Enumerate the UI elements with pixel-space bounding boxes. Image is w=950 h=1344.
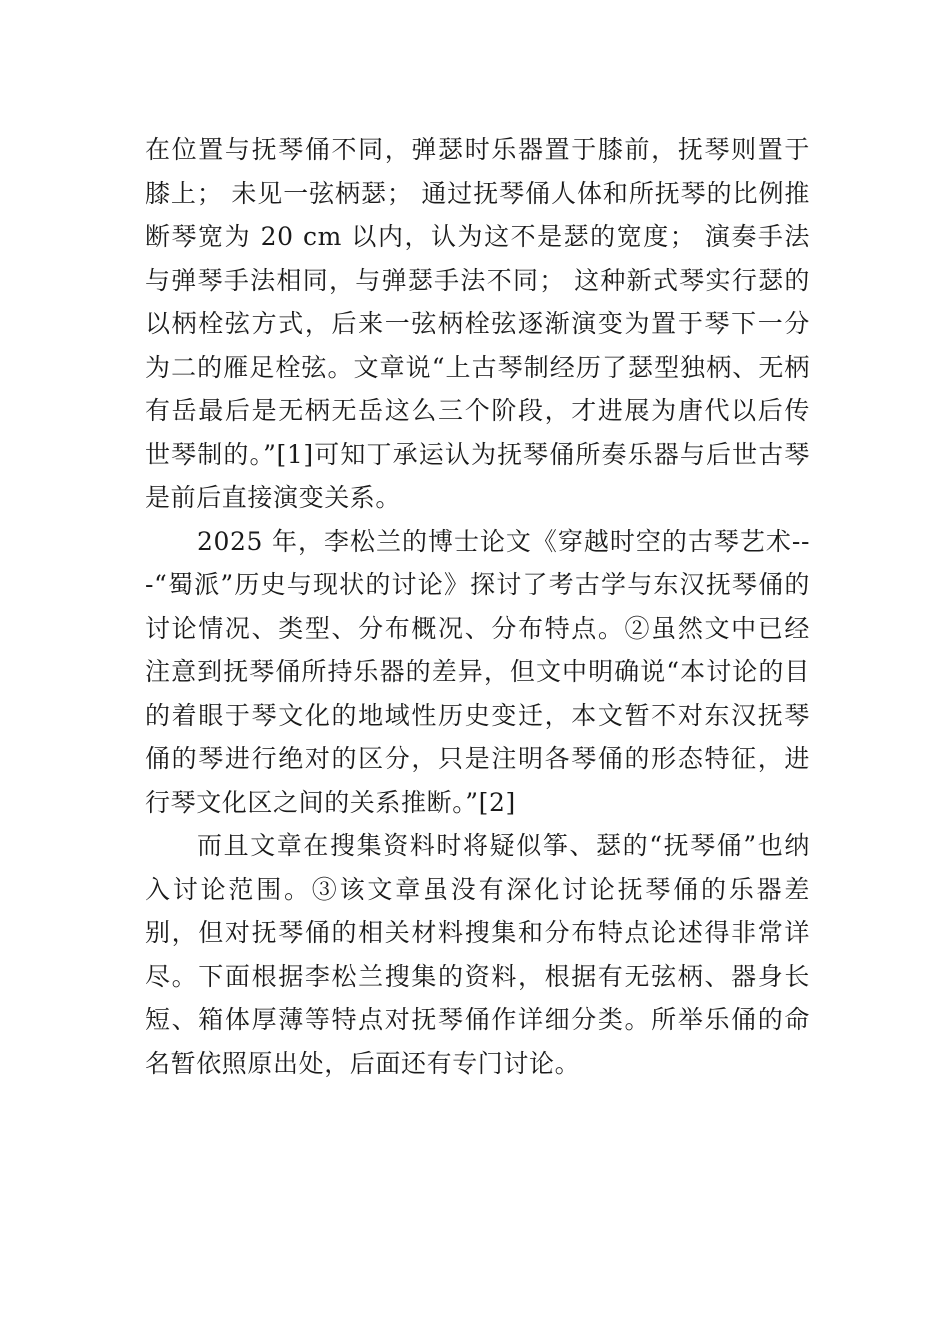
paragraph-3: 而且文章在搜集资料时将疑似筝、瑟的“抚琴俑”也纳入讨论范围。③该文章虽没有深化讨论抚琴俑的乐器差别，但对抚琴俑的相关材料搜集和分布特点论述得非常详尽。下面根据李松兰搜集的资料，根据有无弦柄、器身长短、箱体厚薄等特点对抚琴俑作详细分类。所举乐俑的命名暂依照原出处，后面还有专门讨论。 bbox=[145, 831, 810, 1078]
paragraph-1: 在位置与抚琴俑不同，弹瑟时乐器置于膝前，抚琴则置于膝上； 未见一弦柄瑟； 通过抚琴俑人体和所抚琴的比例推断琴宽为 20 cm 以内，认为这不是瑟的宽度； 演奏手法与弹琴手法相同，与弹瑟手法不同； 这种新式琴实行瑟的以柄栓弦方式，后来一弦柄栓弦逐渐演变为置于琴下一分为二的雁足栓弦。文章说“上古琴制经历了瑟型独柄、无柄有岳最后是无柄无岳这么三个阶段，才进展为唐代以后传世琴制的。”[1]可知丁承运认为抚琴俑所奏乐器与后世古琴是前后直接演变关系。 bbox=[145, 135, 810, 512]
document-body bbox=[145, 128, 810, 1085]
paragraph-2: 2025 年，李松兰的博士论文《穿越时空的古琴艺术---“蜀派”历史与现状的讨论》探讨了考古学与东汉抚琴俑的讨论情况、类型、分布概况、分布特点。②虽然文中已经注意到抚琴俑所持乐器的差异，但文中明确说“本讨论的目的着眼于琴文化的地域性历史变迁，本文暂不对东汉抚琴俑的琴进行绝对的区分，只是注明各琴俑的形态特征，进行琴文化区之间的关系推断。”[2] bbox=[145, 526, 810, 817]
